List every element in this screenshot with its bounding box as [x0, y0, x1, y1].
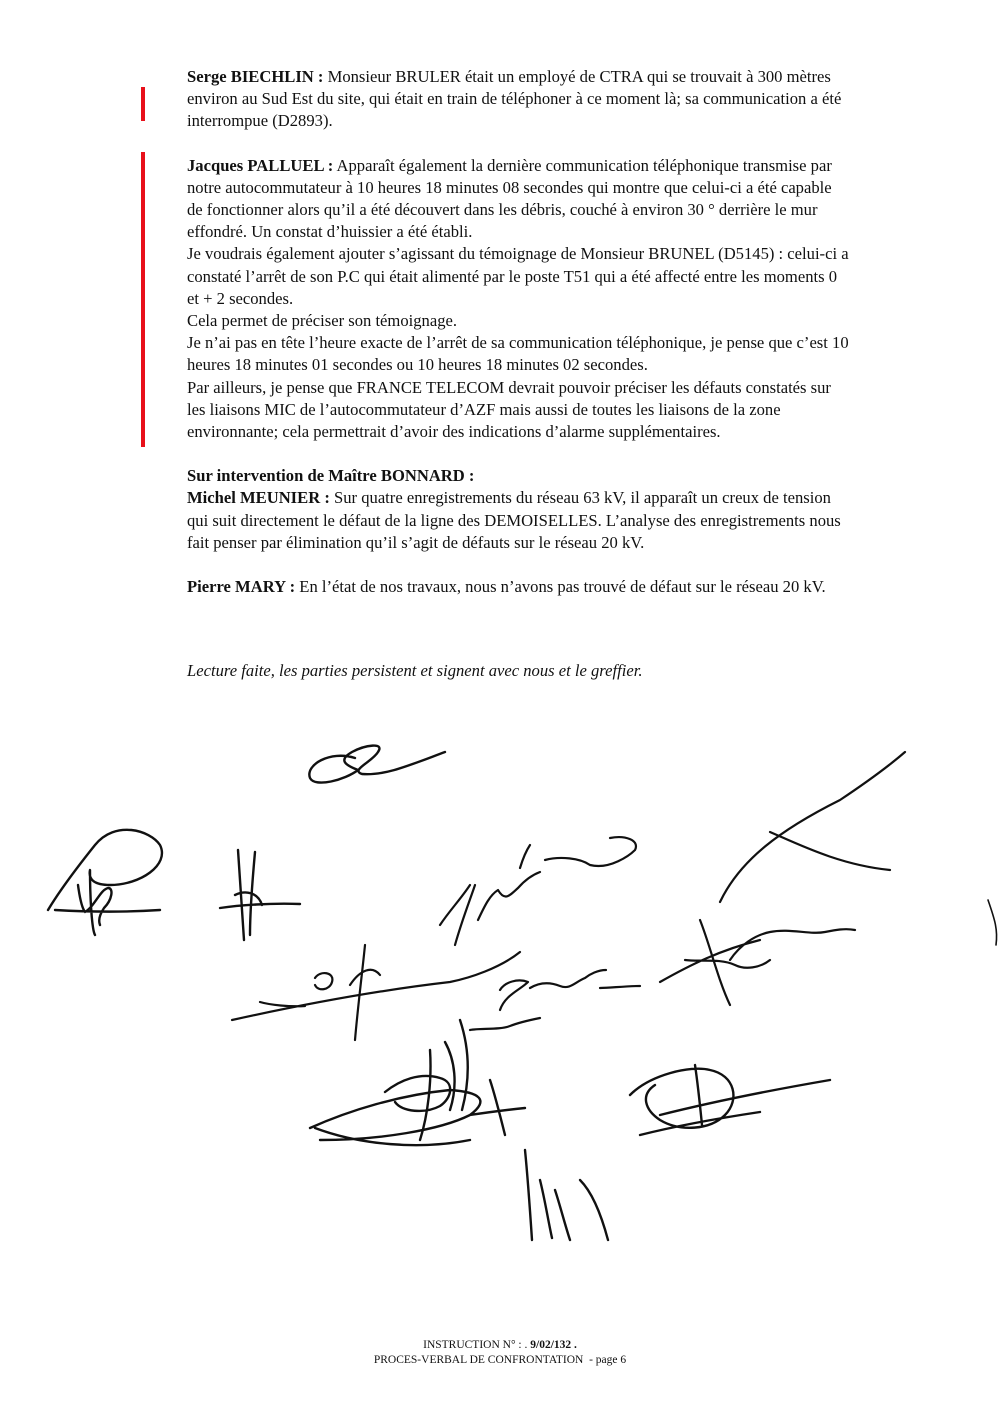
statement-mary — [187, 576, 967, 598]
statement-line: les liaisons MIC de l’autocommutateur d’AZF mais aussi de toutes les liaisons de la zone — [187, 399, 781, 419]
statement-line: Cela permet de préciser son témoignage. — [187, 311, 458, 331]
statement-line: qui suit directement le défaut de la ligne des DEMOISELLES. L’analyse des enregistrements nous — [187, 510, 841, 530]
speaker-name: Jacques PALLUEL : — [187, 155, 334, 175]
speaker-name: Michel MEUNIER : — [187, 488, 330, 508]
mark-right — [988, 900, 997, 945]
signature-1 — [309, 746, 445, 783]
statement-meunier — [187, 465, 967, 554]
revision-bar-1 — [141, 87, 145, 121]
signature-5 — [310, 1020, 525, 1145]
signature-7 — [630, 1065, 830, 1135]
revision-bar-2 — [141, 152, 145, 447]
document-body — [187, 66, 967, 620]
statement-line: Monsieur BRULER était un employé de CTRA qui se trouvait à 300 mètres — [323, 67, 831, 86]
signature-3 — [220, 850, 300, 940]
instruction-number: 9/02/132 . — [530, 1339, 577, 1351]
speaker-name: Serge BIECHLIN : — [187, 67, 324, 86]
statement-line: de fonctionner alors qu’il a été découvert dans les débris, couché à environ 30 ° derrière le mur — [187, 200, 818, 220]
statement-line: interrompue (D2893). — [187, 111, 333, 131]
statement-line: notre autocommutateur à 10 heures 18 minutes 08 secondes qui montre que celui-ci a été capable — [187, 177, 832, 197]
statement-line: environnante; cela permettrait d’avoir des indications d’alarme supplémentaires. — [187, 422, 721, 442]
signature-2 — [48, 830, 162, 935]
statement-line: Par ailleurs, je pense que FRANCE TELECOM devrait pouvoir préciser les défauts constatés sur — [187, 377, 831, 397]
statement-line: environ au Sud Est du site, qui était en train de téléphoner à ce moment là; sa communication a été — [187, 89, 842, 109]
statement-line: et + 2 secondes. — [187, 288, 294, 308]
statement-line: effondré. Un constat d’huissier a été établi. — [187, 222, 473, 242]
page-footer — [0, 1338, 1000, 1368]
signature-biechlin — [440, 837, 636, 945]
signature-6 — [525, 1150, 608, 1240]
statement-palluel — [187, 155, 967, 444]
statement-line: Sur quatre enregistrements du réseau 63 kV, il apparaît un creux de tension — [329, 488, 831, 508]
statement-line: En l’état de nos travaux, nous n’avons pas trouvé de défaut sur le réseau 20 kV. — [295, 577, 826, 597]
signatures-area — [0, 720, 1000, 1280]
document-title: PROCES-VERBAL DE CONFRONTATION — [373, 1354, 584, 1366]
intervention-heading: Sur intervention de Maître BONNARD : — [187, 466, 475, 486]
statement-line: Apparaît également la dernière communication téléphonique transmise par — [333, 155, 832, 175]
signature-4 — [232, 945, 520, 1040]
speaker-name: Pierre MARY : — [187, 577, 296, 597]
statement-line: constaté l’arrêt de son P.C qui était alimenté par le poste T51 qui a été affecté entre les moments 0 — [187, 266, 838, 286]
statement-biechlin — [187, 66, 967, 133]
signature-paul — [470, 970, 640, 1030]
closing-statement: Lecture faite, les parties persistent et signent avec nous et le greffier. — [187, 661, 643, 680]
statement-line: Je voudrais également ajouter s’agissant du témoignage de Monsieur BRUNEL (D5145) : celui-ci a — [187, 244, 849, 264]
page-number: - page 6 — [589, 1354, 627, 1366]
signature-bonnard — [660, 752, 905, 1005]
statement-line: heures 18 minutes 01 secondes ou 10 heures 18 minutes 02 secondes. — [187, 355, 648, 375]
statement-line: fait penser par élimination qu’il s’agit de défauts sur le réseau 20 kV. — [187, 532, 645, 552]
statement-line: Je n’ai pas en tête l’heure exacte de l’arrêt de sa communication téléphonique, je pense que c’est 10 — [187, 333, 849, 353]
instruction-label: INSTRUCTION N° : . — [423, 1339, 528, 1351]
